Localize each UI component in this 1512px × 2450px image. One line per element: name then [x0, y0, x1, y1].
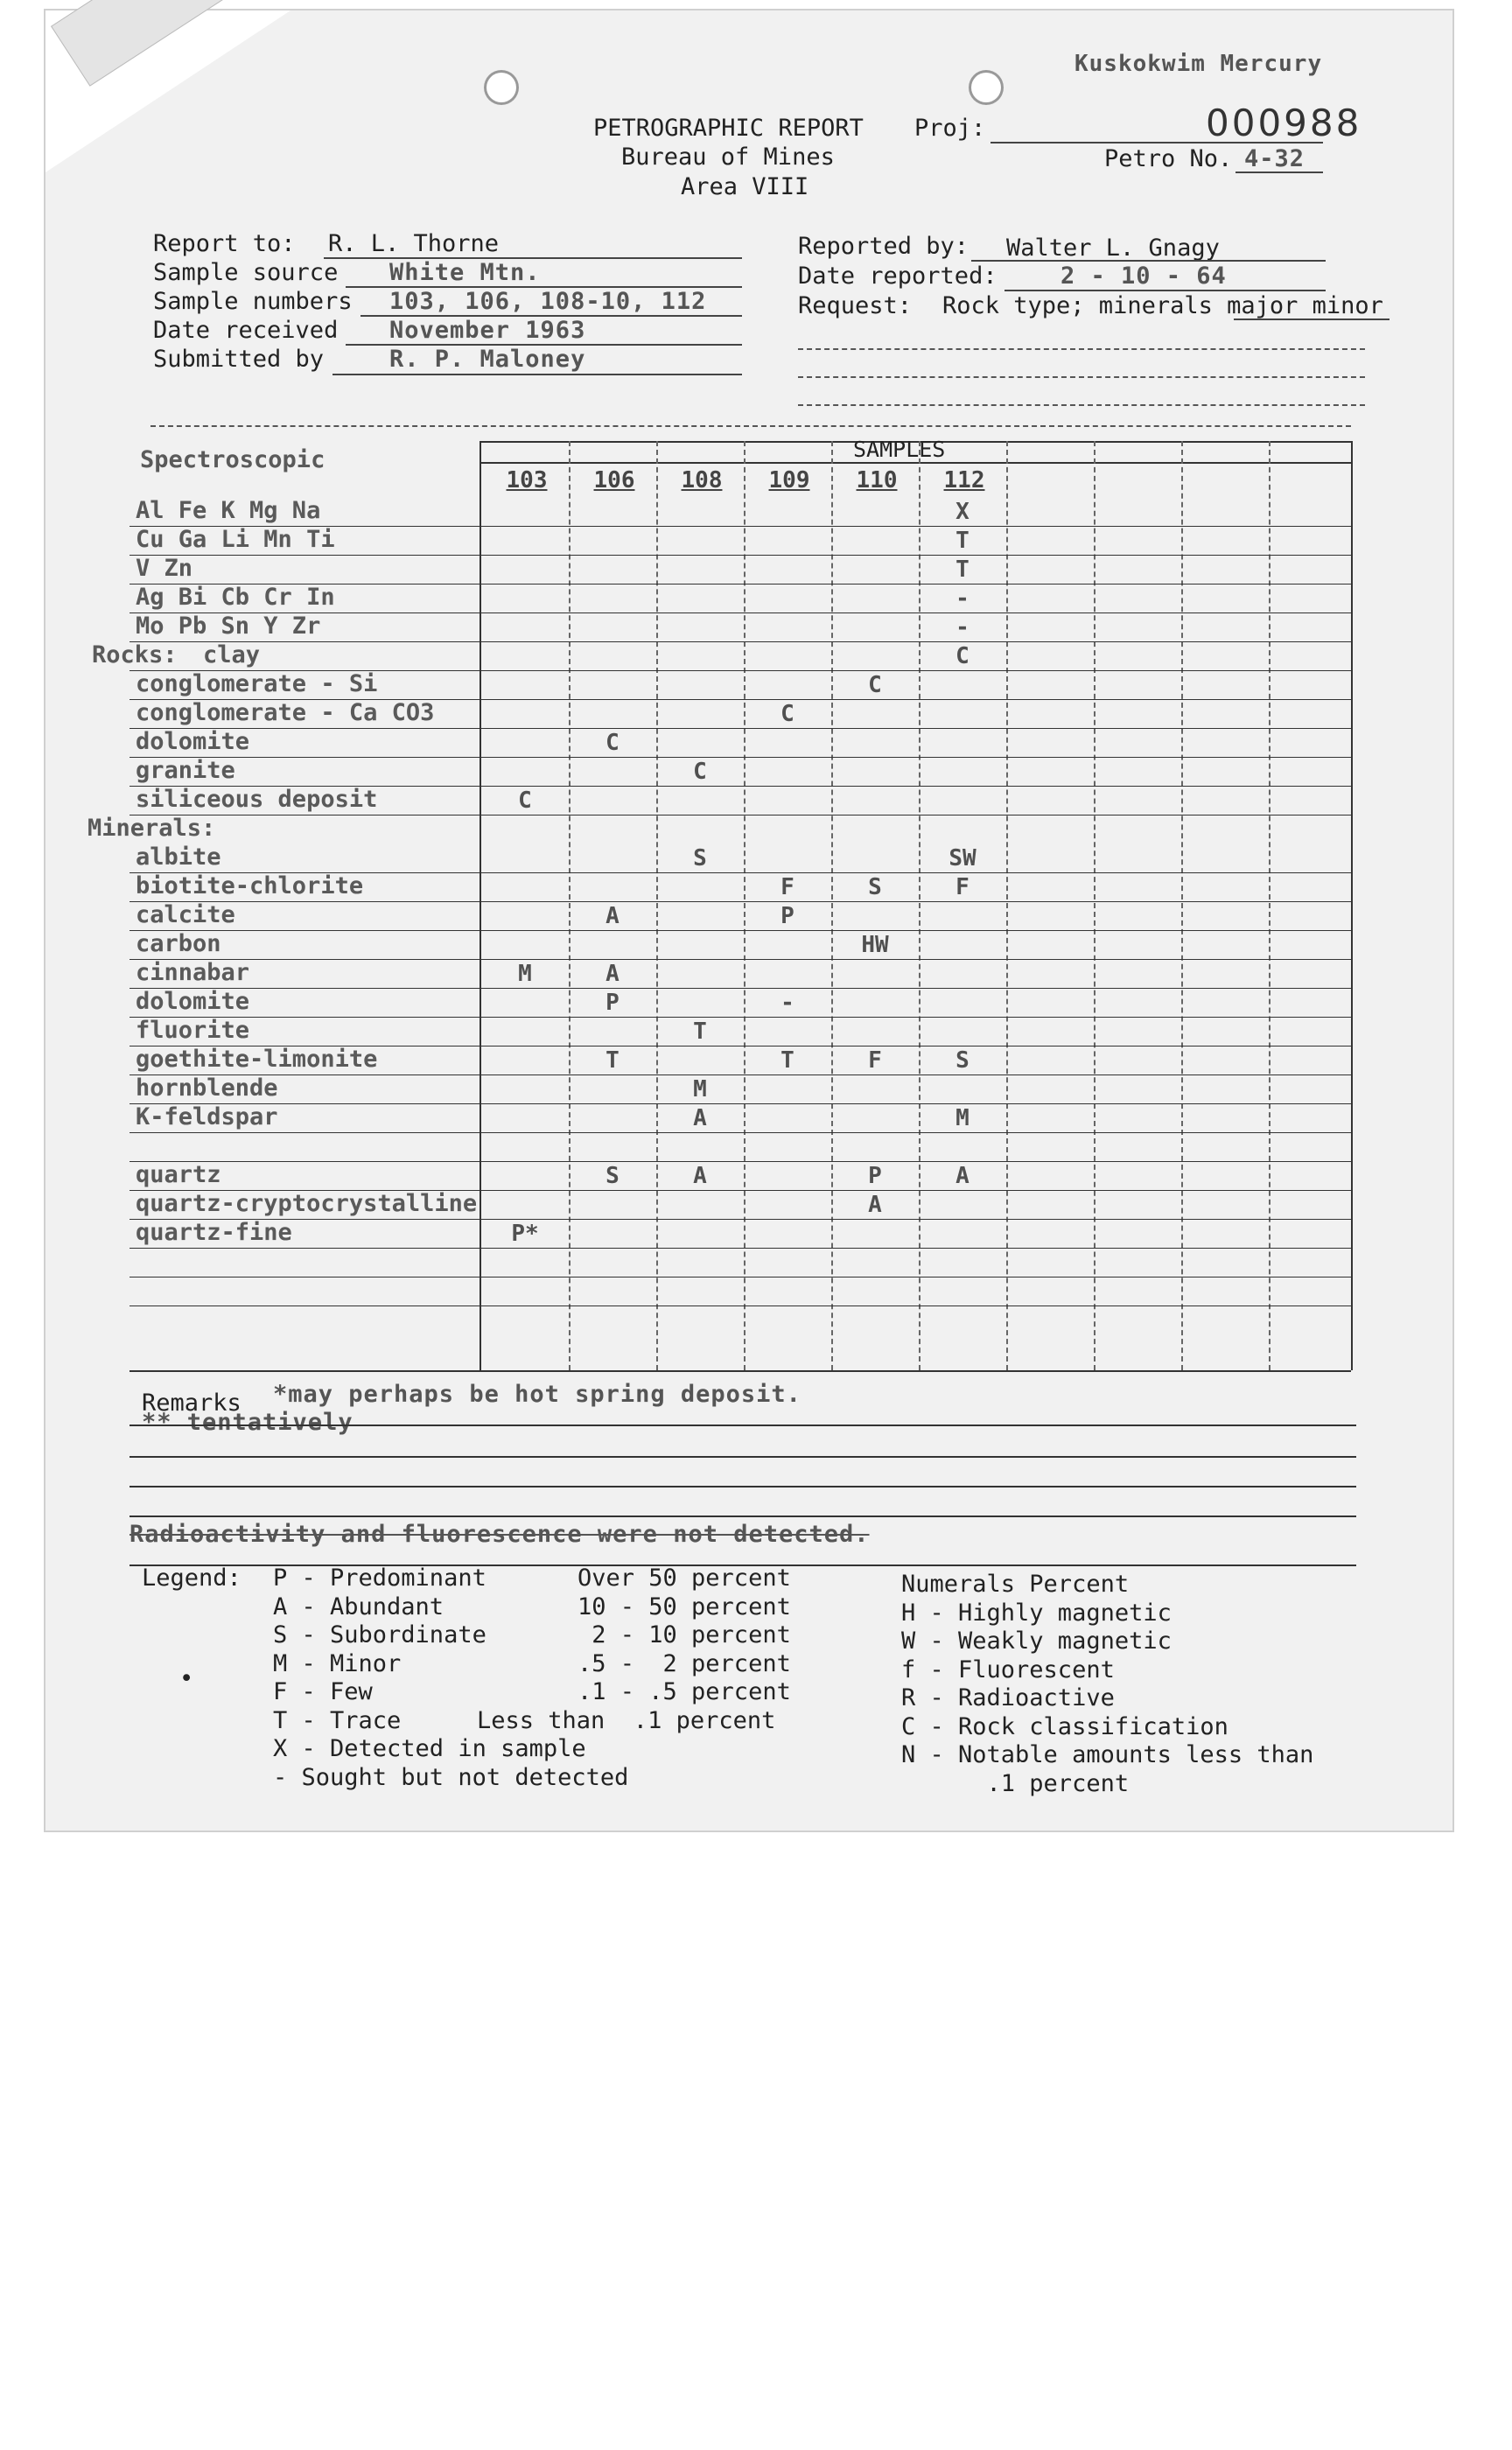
remarks-line-2: ** tentatively [142, 1409, 354, 1436]
row-label-mineral_rows-6: fluorite [136, 1017, 250, 1044]
sample-column-4: 110 [856, 467, 898, 494]
remarks-line-1: *may perhaps be hot spring deposit. [273, 1381, 802, 1408]
date-reported-label: Date reported: [798, 262, 998, 290]
table-cell: HW [861, 932, 889, 958]
date-reported-value: 2 - 10 - 64 [1060, 262, 1227, 290]
table-cell: F [956, 874, 970, 900]
table-cell: A [606, 903, 620, 929]
row-label-mineral_rows-0: albite [136, 844, 221, 871]
table-cell: A [868, 1192, 882, 1218]
legend-code: P - Predominant [273, 1564, 486, 1592]
table-cell: S [693, 845, 707, 872]
punch-hole-left [484, 70, 519, 105]
table-cell: - [780, 990, 794, 1016]
legend-code: A - Abundant [273, 1592, 444, 1620]
reported-by-label: Reported by: [798, 233, 970, 260]
row-label-mineral_rows-11: quartz [136, 1161, 221, 1188]
table-cell: T [606, 1047, 620, 1074]
project-name: Kuskokwim Mercury [1074, 51, 1323, 77]
legend-symbol: N - Notable amounts less than [901, 1741, 1314, 1768]
legend-bullet: • [179, 1665, 194, 1692]
proj-number: 000988 [1206, 102, 1362, 144]
submitted-by-label: Submitted by [153, 346, 325, 373]
minerals-label: Minerals: [88, 815, 216, 842]
table-cell: T [780, 1047, 794, 1074]
petro-label: Petro No. [1104, 145, 1233, 172]
row-label-rock_rows-1: conglomerate - Si [136, 670, 378, 697]
sample-column-5: 112 [943, 467, 985, 494]
sample-numbers-label: Sample numbers [153, 288, 353, 315]
table-cell: C [606, 730, 620, 756]
legend-code: M - Minor [273, 1649, 402, 1677]
table-cell: S [956, 1047, 970, 1074]
table-cell: C [693, 759, 707, 785]
row-label-mineral_rows-7: goethite-limonite [136, 1046, 378, 1073]
spectroscopic-label: Spectroscopic [140, 446, 326, 473]
table-cell: A [693, 1105, 707, 1131]
table-cell: F [868, 1047, 882, 1074]
row-label-rock_rows-2: conglomerate - Ca CO3 [136, 699, 435, 726]
table-cell: P [868, 1163, 882, 1189]
sample-column-1: 106 [593, 467, 635, 494]
table-cell: M [518, 961, 532, 987]
table-cell: T [693, 1018, 707, 1045]
legend-symbol: .1 percent [901, 1769, 1130, 1797]
row-label-mineral_rows-4: cinnabar [136, 959, 250, 986]
legend-range: 10 - 50 percent [578, 1592, 791, 1620]
table-cell: F [780, 874, 794, 900]
remarks-label: Remarks [142, 1390, 242, 1417]
row-label-rock_rows-3: dolomite [136, 728, 250, 755]
table-cell: C [780, 701, 794, 727]
reported-by-value: Walter L. Gnagy [1006, 234, 1220, 262]
legend-range: Over 50 percent [578, 1564, 791, 1592]
table-cell: C [956, 643, 970, 669]
row-label-mineral_rows-3: carbon [136, 930, 221, 957]
row-label-spectro_rows-1: Cu Ga Li Mn Ti [136, 526, 335, 553]
legend-symbol: C - Rock classification [901, 1712, 1228, 1740]
legend-code: S - Subordinate [273, 1621, 486, 1648]
legend-symbol: f - Fluorescent [901, 1656, 1115, 1684]
petro-number: 4-32 [1244, 145, 1306, 172]
sample-column-2: 108 [681, 467, 723, 494]
table-cell: T [956, 556, 970, 583]
row-label-mineral_rows-2: calcite [136, 901, 235, 928]
row-label-rock_rows-4: granite [136, 757, 235, 784]
row-label-spectro_rows-0: Al Fe K Mg Na [136, 497, 321, 524]
table-cell: C [518, 788, 532, 814]
table-cell: T [956, 528, 970, 554]
legend-range: .5 - 2 percent [578, 1649, 791, 1677]
legend-symbol: Numerals Percent [901, 1571, 1130, 1598]
radioactivity-note: Radioactivity and fluorescence were not detected. [130, 1521, 870, 1548]
legend-code: X - Detected in sample [273, 1735, 586, 1762]
legend-range: .1 - .5 percent [578, 1678, 791, 1705]
table-cell: - [956, 585, 970, 612]
date-received-label: Date received [153, 317, 339, 344]
table-cell: SW [948, 845, 976, 872]
row-label-mineral_rows-12: quartz-cryptocrystalline [136, 1190, 478, 1217]
table-cell: P [606, 990, 620, 1016]
report-title: PETROGRAPHIC REPORT [593, 115, 864, 142]
table-cell: S [868, 874, 882, 900]
row-label-spectro_rows-4: Mo Pb Sn Y Zr [136, 612, 321, 640]
rocks-label: Rocks: [92, 641, 178, 668]
area-name: Area VIII [681, 173, 809, 200]
legend-code: T - Trace [273, 1706, 402, 1734]
legend-symbol: W - Weakly magnetic [901, 1628, 1172, 1655]
table-cell: C [868, 672, 882, 698]
row-label-rock_rows-5: siliceous deposit [136, 786, 378, 813]
table-cell: S [606, 1163, 620, 1189]
row-label-spectro_rows-2: V Zn [136, 555, 193, 582]
report-to-label: Report to: [153, 230, 296, 257]
proj-label: Proj: [914, 115, 986, 142]
table-cell: - [956, 614, 970, 640]
sample-numbers-value: 103, 106, 108-10, 112 [389, 288, 707, 315]
legend-code: - Sought but not detected [273, 1763, 629, 1791]
legend-symbol: H - Highly magnetic [901, 1599, 1172, 1627]
legend-range: 2 - 10 percent [578, 1621, 791, 1648]
row-label-mineral_rows-1: biotite-chlorite [136, 872, 364, 900]
submitted-by-value: R. P. Maloney [389, 346, 586, 373]
row-label-mineral_rows-8: hornblende [136, 1074, 278, 1102]
table-cell: M [693, 1076, 707, 1102]
date-received-value: November 1963 [389, 317, 586, 344]
legend-code: F - Few [273, 1678, 373, 1705]
row-label-mineral_rows-13: quartz-fine [136, 1219, 292, 1246]
table-cell: A [606, 961, 620, 987]
legend-label: Legend: [142, 1564, 242, 1592]
legend-symbol: R - Radioactive [901, 1684, 1115, 1712]
row-label-mineral_rows-9: K-feldspar [136, 1103, 278, 1130]
legend-range: Less than .1 percent [477, 1706, 776, 1734]
row-label-mineral_rows-5: dolomite [136, 988, 250, 1015]
request-label: Request: [798, 292, 913, 319]
sample-source-label: Sample source [153, 259, 339, 286]
table-cell: P [780, 903, 794, 929]
table-cell: X [956, 499, 970, 525]
sample-column-3: 109 [768, 467, 810, 494]
request-value: Rock type; minerals major minor [942, 292, 1383, 319]
report-to-value: R. L. Thorne [328, 230, 500, 257]
table-cell: A [693, 1163, 707, 1189]
table-cell: A [956, 1163, 970, 1189]
sample-column-0: 103 [506, 467, 548, 494]
table-cell: P* [511, 1221, 539, 1247]
samples-header: SAMPLES [853, 437, 946, 462]
sample-source-value: White Mtn. [389, 259, 541, 286]
bureau-name: Bureau of Mines [621, 144, 835, 171]
table-cell: M [956, 1105, 970, 1131]
row-label-rock_rows-0: clay [203, 641, 261, 668]
punch-hole-right [969, 70, 1004, 105]
row-label-spectro_rows-3: Ag Bi Cb Cr In [136, 584, 335, 611]
